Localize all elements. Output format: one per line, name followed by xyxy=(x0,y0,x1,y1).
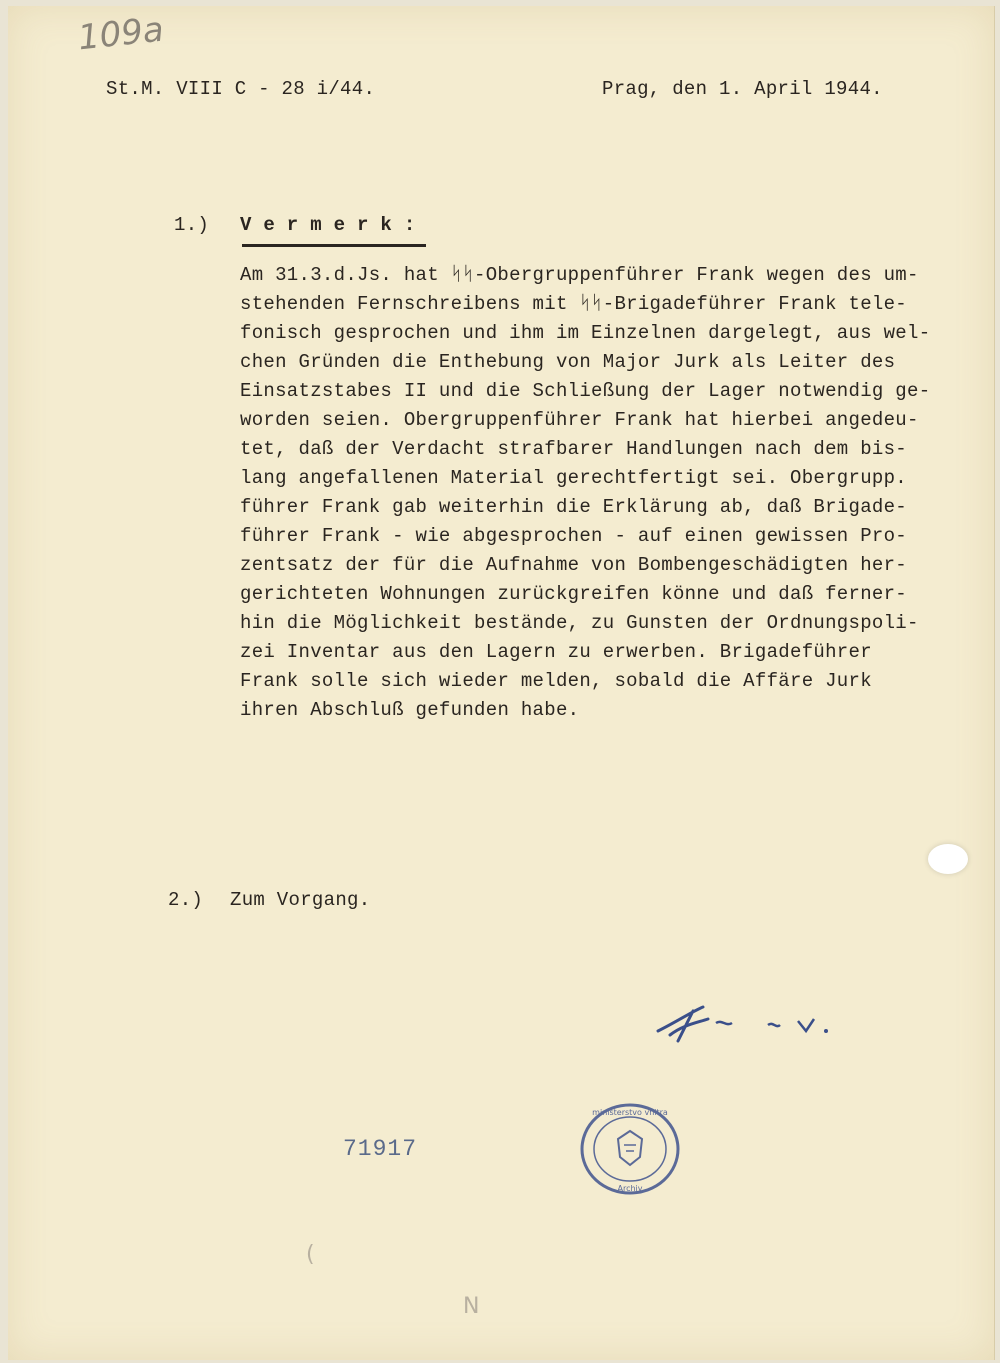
paragraph-line: lang angefallenen Material gerechtfertigt sei. Obergrupp. xyxy=(240,467,908,489)
signature xyxy=(648,1001,858,1051)
reference-number: St.M. VIII C - 28 i/44. xyxy=(106,78,376,100)
paragraph-line: fonisch gesprochen und ihm im Einzelnen dargelegt, aus wel- xyxy=(240,322,931,344)
paragraph-line: stehenden Fernschreibens mit ᛋᛋ-Brigadeführer Frank tele- xyxy=(240,293,908,315)
title-underline xyxy=(242,244,426,247)
archive-mark: 109a xyxy=(76,9,166,59)
archive-stamp xyxy=(578,1101,682,1197)
paragraph-line: zei Inventar aus den Lagern zu erwerben. Brigadeführer xyxy=(240,641,872,663)
section-1-number: 1.) xyxy=(174,214,210,236)
section-1-title: V e r m e r k : xyxy=(240,214,416,236)
pencil-mark: ( xyxy=(306,1242,315,1267)
paragraph-line: Frank solle sich wieder melden, sobald die Affäre Jurk xyxy=(240,670,872,692)
paragraph-line: Einsatzstabes II und die Schließung der Lager notwendig ge- xyxy=(240,380,931,402)
svg-text:ministerstvo vnitra: ministerstvo vnitra xyxy=(592,1108,668,1117)
paragraph-line: gerichteten Wohnungen zurückgreifen könne und daß ferner- xyxy=(240,583,908,605)
paragraph-line: ihren Abschluß gefunden habe. xyxy=(240,699,580,721)
paragraph-line: führer Frank gab weiterhin die Erklärung ab, daß Brigade- xyxy=(240,496,908,518)
place-date: Prag, den 1. April 1944. xyxy=(602,78,883,100)
section-2-text: Zum Vorgang. xyxy=(230,889,371,911)
paragraph-line: worden seien. Obergruppenführer Frank hat hierbei angedeu- xyxy=(240,409,919,431)
faint-mark: N xyxy=(463,1294,480,1319)
paragraph-line: hin die Möglichkeit bestände, zu Gunsten der Ordnungspoli- xyxy=(240,612,919,634)
paragraph-line: führer Frank - wie abgesprochen - auf einen gewissen Pro- xyxy=(240,525,908,547)
punch-hole xyxy=(928,844,968,874)
paragraph-line: tet, daß der Verdacht strafbarer Handlungen nach dem bis- xyxy=(240,438,908,460)
paragraph-line: zentsatz der für die Aufnahme von Bombengeschädigten her- xyxy=(240,554,908,576)
paragraph-line: chen Gründen die Enthebung von Major Jurk als Leiter des xyxy=(240,351,896,373)
svg-text:Archiv: Archiv xyxy=(617,1184,643,1193)
stamp-number: 71917 xyxy=(343,1136,418,1162)
document-page xyxy=(8,6,995,1360)
paragraph-line: Am 31.3.d.Js. hat ᛋᛋ-Obergruppenführer Frank wegen des um- xyxy=(240,264,919,286)
section-2-number: 2.) xyxy=(168,889,204,911)
